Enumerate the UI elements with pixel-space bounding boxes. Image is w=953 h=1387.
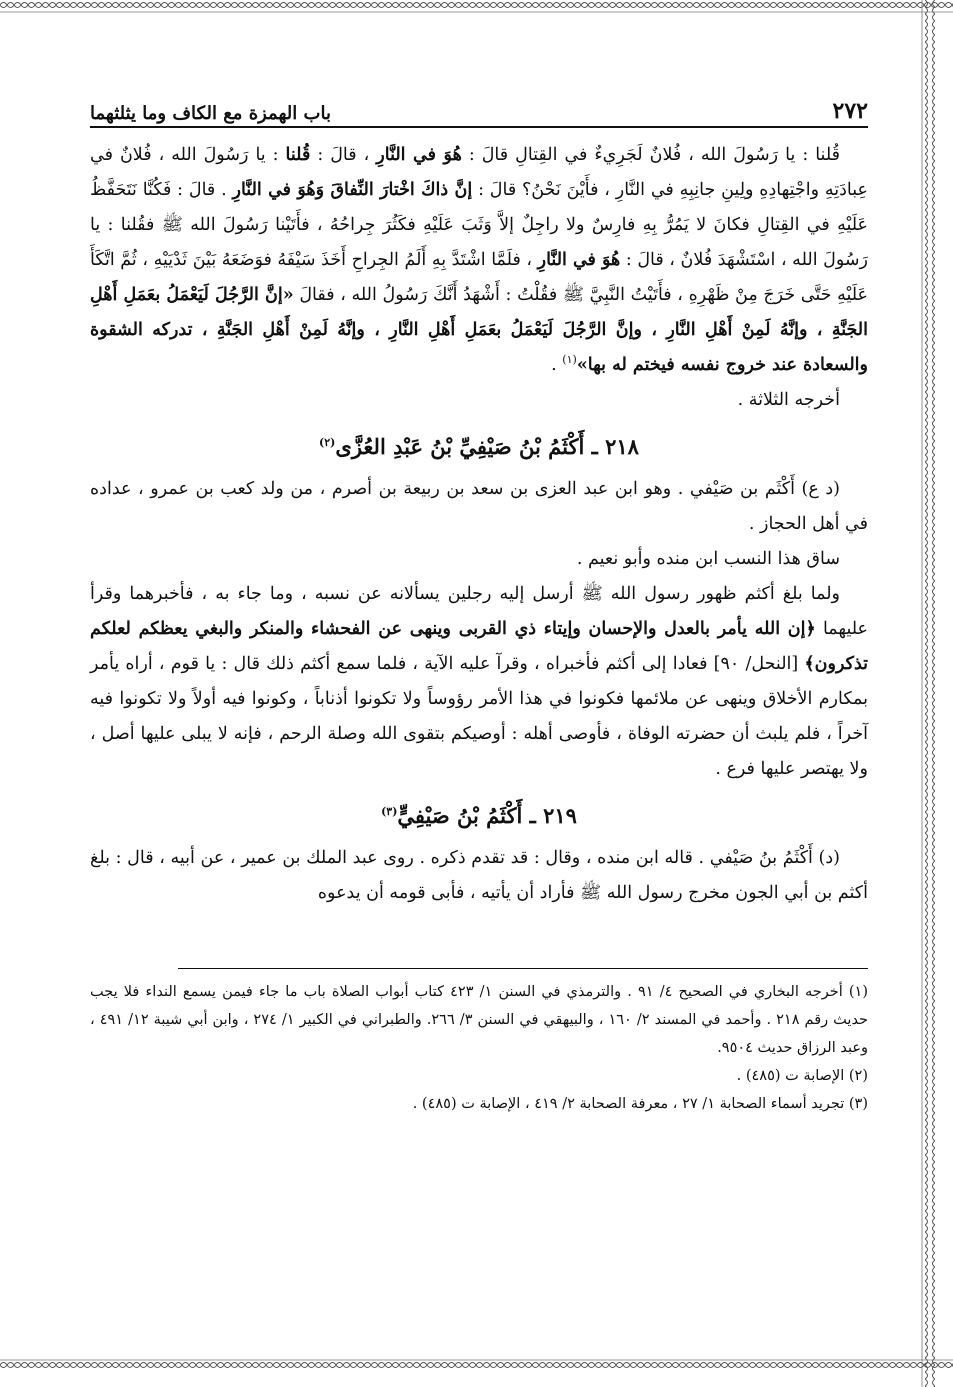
hadith-paragraph bbox=[90, 138, 868, 383]
entry-title: ٢١٨ ـ أَكْثَمُ بْنُ صَيْفِيِّ بْنُ عَبْدِ العُزَّى bbox=[335, 434, 639, 459]
entry-paragraph: (د) أَكْثَمُ بنُ صَيْفي . قاله ابن منده ، وقال : قد تقدم ذكره . روى عبد الملك بن عمير ، عن أبيه ، قال : بلغ أكثم بن أبي الجون مخرج رسول الله ﷺ فأراد أن يأتيه ، فأبى قومه أن يدعوه bbox=[90, 848, 868, 903]
entry-title: ٢١٩ ـ أَكْثَمُ بْنُ صَيْفِيٍّ bbox=[397, 803, 577, 828]
text-run: قُلنا : يا رَسُولَ الله ، فُلانٌ لَجَرِيءٌ في القِتالِ قالَ : bbox=[468, 145, 840, 165]
prophetic-quote: «إنَّ الرَّجُلَ لَيَعْمَلُ بعَمَلِ أَهْلِ الجَنَّةِ ، وإنَّهُ لَمِنْ أَهْلِ النَّارِ ، وإنَّ الرَّجُلَ لَيَعْمَلُ بعَمَلِ أَهْلِ النَّارِ ، وإنَّهُ لَمِنْ أَهْلِ الجَنَّةِ ، تدركه الشقوة والسعادة عند خروج نفسه فيختم له بها» bbox=[90, 285, 868, 375]
footnote-1: (١) أخرجه البخاري في الصحيح ٤/ ٩١ . والترمذي في السنن ١/ ٤٢٣ كتاب أبواب الصلاة باب ما جاء فيمن يسمع النداء فلا يجب حديث رقم ٢١٨ . وأحمد في المسند ٢/ ١٦٠ ، والبيهقي في السنن ٣/ ٢٦٦. والطبراني في الكبير ١/ ٢٧٤ ، وابن أبي شيبة ١٢/ ٤٩١ ، وعبد الرزاق حديث ٩٥٠٤. bbox=[90, 984, 869, 1056]
source-note: أخرجه الثلاثة . bbox=[737, 390, 840, 410]
text-run: ولما بلغ أكثم ظهور رسول الله ﷺ أرسل إليه رجلين يسألانه عن نسبه ، وما جاء به ، فأخبرهما وقرأ عليهما bbox=[90, 584, 868, 639]
footnote-ref: (٣) bbox=[381, 805, 398, 818]
text-run-bold: قُلنا bbox=[285, 145, 311, 165]
main-text bbox=[90, 138, 868, 911]
text-run: [النحل/ ٩٠] فعادا إلى أكثم فأخبراه ، وقرآ عليه الآية ، فلما سمع أكثم ذلك قال : يا قوم ، أراه يأمر بمكارم الأخلاق وينهى عن ملائمها فكونوا في هذا الأمر رؤوساً ولا تكونوا أذناباً ، وكونوا فيه أولاً ولا تكونوا فيه آخراً ، فلم يلبث أن حضرته الوفاة ، فأوصى أهله : أوصيكم بتقوى الله وصلة الرحم ، فإنه لا يبلى عليها أصل ، ولا يهتصر عليها فرع . bbox=[90, 654, 868, 779]
entry-paragraph: (د ع) أَكْثَم بن صَيْفي . وهو ابن عبد العزى بن سعد بن ربيعة بن أصرم ، من ولد كعب بن عمرو ، عداده في أهل الحجاز . bbox=[90, 479, 868, 534]
entry-heading-218 bbox=[90, 422, 868, 472]
book-page bbox=[90, 80, 868, 1360]
footnote-ref: (١) bbox=[562, 353, 577, 367]
text-run: : يا رَسُولَ الله ، فُلانٌ في عِبادَتِهِ واجْتِهادِهِ ولِينِ جانِبِهِ في النَّارِ ، فأَيْنَ نَحْنُ؟ قالَ : bbox=[90, 145, 868, 200]
text-run: . قالَ : فَكُنَّا نَتَحَفَّظُ عَلَيْهِ في القِتالِ فكانَ لا يَمُرُّ بِهِ فارِسٌ ولا راجِلٌ إلاَّ وَثَبَ عَلَيْهِ فكَثُرَ جِراحُهُ ، فأَتَيْنا رَسُولَ الله ﷺ فقُلنا : يا رَسُولَ الله ، اسْتَشْهَدَ فُلانٌ ، قالَ : bbox=[90, 180, 868, 270]
footnote-separator bbox=[178, 968, 868, 969]
footnote-2: (٢) الإصابة ت (٤٨٥) . bbox=[736, 1068, 868, 1084]
header-rule bbox=[90, 126, 868, 128]
text-run-bold: هُوَ في النَّارِ bbox=[537, 250, 621, 270]
entry-heading-219 bbox=[90, 791, 868, 841]
chapter-title: باب الهمزة مع الكاف وما يثلثهما bbox=[90, 103, 331, 124]
text-run: ، فلَمَّا اشْتَدَّ بِهِ أَلَمُ الجِراحِ أَخَذَ سَيْفَهُ فوَضَعَهُ بَيْنَ ثَدْيَيْهِ ، ثُمَّ اتَّكَأَ عَلَيْهِ حَتَّى خَرَجَ مِنْ ظَهْرِهِ ، فأَتَيْتُ النَّبِيَّ ﷺ فقُلْتُ : أَشْهَدُ أَنَّكَ رَسُولُ الله ، فقالَ bbox=[89, 250, 868, 305]
entry-paragraph: ساق هذا النسب ابن منده وأبو نعيم . bbox=[576, 549, 840, 569]
footnote-ref: (٢) bbox=[319, 436, 336, 449]
text-run-bold: هُوَ في النَّارِ bbox=[376, 145, 462, 165]
text-run-bold: إنَّ ذاكَ اخْتارَ النِّفاقَ وَهُوَ في النَّارِ bbox=[232, 180, 473, 200]
entry-paragraph bbox=[90, 577, 868, 787]
quran-verse: ﴿إن الله يأمر بالعدل والإحسان وإيتاء ذي القربى وينهى عن الفحشاء والمنكر والبغي يعظكم لعلكم تذكرون﴾ bbox=[90, 619, 869, 674]
text-run: ، قالَ : bbox=[317, 145, 370, 165]
running-header bbox=[90, 92, 868, 124]
footnote-3: (٣) تجريد أسماء الصحابة ١/ ٢٧ ، معرفة الصحابة ٢/ ٤١٩ ، الإصابة ت (٤٨٥) . bbox=[412, 1096, 868, 1112]
footnotes bbox=[90, 978, 868, 1118]
text-run: . bbox=[551, 355, 557, 375]
page-number: ٢٧٢ bbox=[832, 98, 868, 124]
